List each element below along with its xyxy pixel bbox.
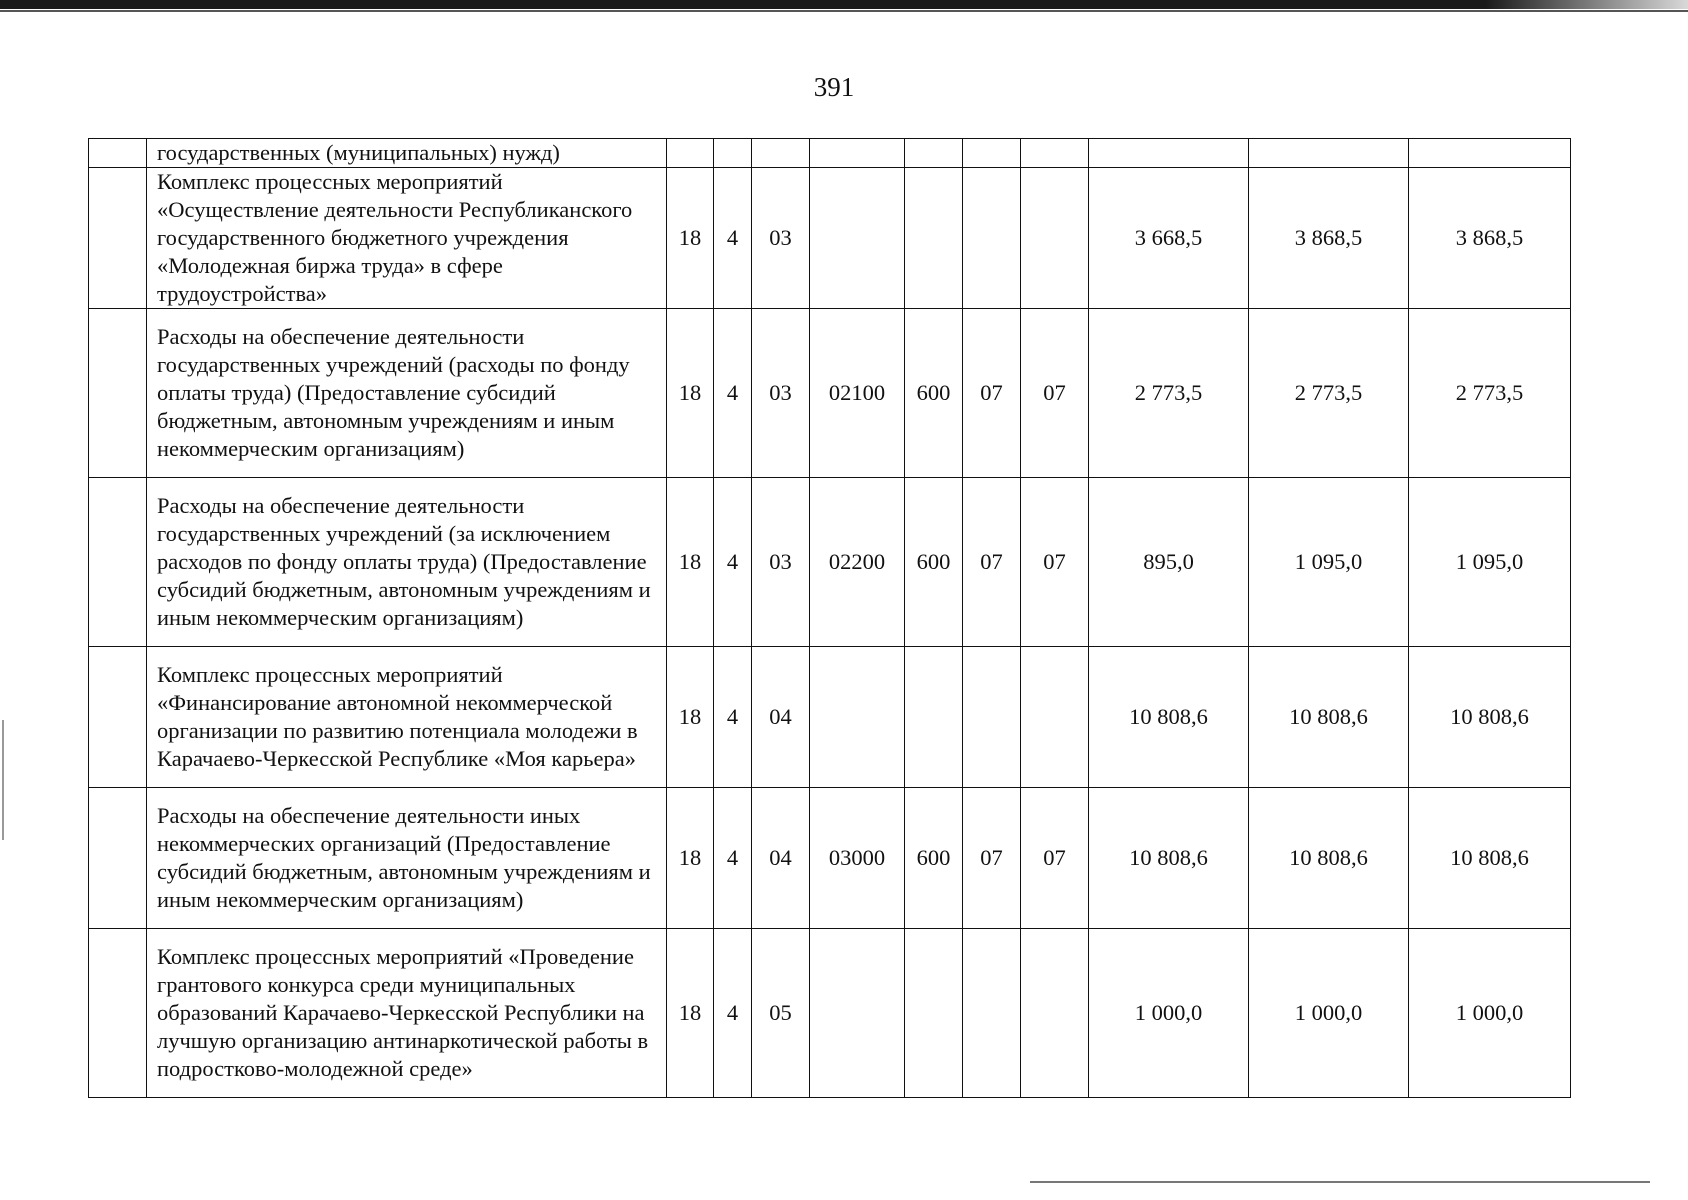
code-cell-c5: 600 bbox=[905, 309, 963, 478]
amount-cell-v3 bbox=[1409, 139, 1571, 168]
code-cell-c2: 4 bbox=[714, 647, 752, 788]
code-cell-c1: 18 bbox=[667, 478, 714, 647]
code-cell-c1: 18 bbox=[667, 309, 714, 478]
amount-cell-v3: 10 808,6 bbox=[1409, 788, 1571, 929]
amount-cell-v3: 10 808,6 bbox=[1409, 647, 1571, 788]
page-number-text: 391 bbox=[813, 72, 855, 102]
row-index-cell bbox=[89, 788, 147, 929]
amount-cell-v1: 3 668,5 bbox=[1089, 168, 1249, 309]
amount-cell-v1: 10 808,6 bbox=[1089, 788, 1249, 929]
code-cell-c1: 18 bbox=[667, 929, 714, 1098]
scan-left-mark bbox=[2, 720, 4, 840]
row-index-cell bbox=[89, 309, 147, 478]
code-cell-c6 bbox=[963, 139, 1021, 168]
code-cell-c3: 03 bbox=[752, 168, 810, 309]
description-cell: Комплекс процессных мероприятий «Проведение грантового конкурса среди муниципальных образований Карачаево-Черкесской Республики на лучшую организацию антинаркотической работы в подростково-молодежной среде» bbox=[147, 929, 667, 1098]
table-row bbox=[89, 647, 1571, 788]
code-cell-c7: 07 bbox=[1021, 478, 1089, 647]
code-cell-c6: 07 bbox=[963, 309, 1021, 478]
amount-cell-v1: 10 808,6 bbox=[1089, 647, 1249, 788]
amount-cell-v1: 895,0 bbox=[1089, 478, 1249, 647]
code-cell-c7 bbox=[1021, 929, 1089, 1098]
row-index-cell bbox=[89, 929, 147, 1098]
table-row bbox=[89, 139, 1571, 168]
scan-top-border bbox=[0, 0, 1688, 9]
code-cell-c6 bbox=[963, 647, 1021, 788]
code-cell-c7 bbox=[1021, 139, 1089, 168]
code-cell-c1: 18 bbox=[667, 647, 714, 788]
code-cell-c7: 07 bbox=[1021, 309, 1089, 478]
table-row bbox=[89, 478, 1571, 647]
code-cell-c2: 4 bbox=[714, 788, 752, 929]
description-cell: государственных (муниципальных) нужд) bbox=[147, 139, 667, 168]
code-cell-c4: 03000 bbox=[810, 788, 905, 929]
code-cell-c3: 03 bbox=[752, 478, 810, 647]
table-row bbox=[89, 788, 1571, 929]
amount-cell-v1: 1 000,0 bbox=[1089, 929, 1249, 1098]
code-cell-c6 bbox=[963, 168, 1021, 309]
amount-cell-v3: 1 095,0 bbox=[1409, 478, 1571, 647]
code-cell-c2: 4 bbox=[714, 309, 752, 478]
code-cell-c7 bbox=[1021, 647, 1089, 788]
code-cell-c2: 4 bbox=[714, 478, 752, 647]
code-cell-c6 bbox=[963, 929, 1021, 1098]
row-index-cell bbox=[89, 478, 147, 647]
code-cell-c3: 05 bbox=[752, 929, 810, 1098]
code-cell-c2: 4 bbox=[714, 929, 752, 1098]
code-cell-c5 bbox=[905, 168, 963, 309]
description-cell: Комплекс процессных мероприятий «Финансирование автономной некоммерческой организации по развитию потенциала молодежи в Карачаево-Черкесской Республике «Моя карьера» bbox=[147, 647, 667, 788]
code-cell-c3 bbox=[752, 139, 810, 168]
amount-cell-v2: 10 808,6 bbox=[1249, 788, 1409, 929]
code-cell-c6: 07 bbox=[963, 788, 1021, 929]
table-row bbox=[89, 309, 1571, 478]
code-cell-c4: 02200 bbox=[810, 478, 905, 647]
amount-cell-v1: 2 773,5 bbox=[1089, 309, 1249, 478]
code-cell-c7: 07 bbox=[1021, 788, 1089, 929]
code-cell-c3: 04 bbox=[752, 788, 810, 929]
table-row bbox=[89, 929, 1571, 1098]
code-cell-c4 bbox=[810, 139, 905, 168]
code-cell-c5: 600 bbox=[905, 788, 963, 929]
amount-cell-v3: 1 000,0 bbox=[1409, 929, 1571, 1098]
description-cell: Комплекс процессных мероприятий «Осуществление деятельности Республиканского государственного бюджетного учреждения «Молодежная биржа труда» в сфере трудоустройства» bbox=[147, 168, 667, 309]
scan-bottom-line bbox=[1030, 1181, 1650, 1183]
code-cell-c2 bbox=[714, 139, 752, 168]
description-cell: Расходы на обеспечение деятельности государственных учреждений (за исключением расходов по фонду оплаты труда) (Предоставление субсидий бюджетным, автономным учреждениям и иным некоммерческим организациям) bbox=[147, 478, 667, 647]
code-cell-c4: 02100 bbox=[810, 309, 905, 478]
scan-top-line bbox=[0, 10, 1688, 12]
table-row bbox=[89, 168, 1571, 309]
code-cell-c4 bbox=[810, 168, 905, 309]
amount-cell-v2: 3 868,5 bbox=[1249, 168, 1409, 309]
code-cell-c1 bbox=[667, 139, 714, 168]
code-cell-c1: 18 bbox=[667, 788, 714, 929]
page-number bbox=[0, 72, 1688, 103]
code-cell-c1: 18 bbox=[667, 168, 714, 309]
code-cell-c5: 600 bbox=[905, 478, 963, 647]
amount-cell-v3: 2 773,5 bbox=[1409, 309, 1571, 478]
code-cell-c3: 03 bbox=[752, 309, 810, 478]
row-index-cell bbox=[89, 647, 147, 788]
amount-cell-v1 bbox=[1089, 139, 1249, 168]
code-cell-c4 bbox=[810, 929, 905, 1098]
amount-cell-v2: 1 095,0 bbox=[1249, 478, 1409, 647]
amount-cell-v2: 1 000,0 bbox=[1249, 929, 1409, 1098]
amount-cell-v3: 3 868,5 bbox=[1409, 168, 1571, 309]
row-index-cell bbox=[89, 139, 147, 168]
amount-cell-v2: 10 808,6 bbox=[1249, 647, 1409, 788]
code-cell-c3: 04 bbox=[752, 647, 810, 788]
code-cell-c7 bbox=[1021, 168, 1089, 309]
code-cell-c2: 4 bbox=[714, 168, 752, 309]
code-cell-c5 bbox=[905, 139, 963, 168]
code-cell-c5 bbox=[905, 647, 963, 788]
amount-cell-v2 bbox=[1249, 139, 1409, 168]
code-cell-c6: 07 bbox=[963, 478, 1021, 647]
description-cell: Расходы на обеспечение деятельности государственных учреждений (расходы по фонду оплаты труда) (Предоставление субсидий бюджетным, автономным учреждениям и иным некоммерческим организациям) bbox=[147, 309, 667, 478]
amount-cell-v2: 2 773,5 bbox=[1249, 309, 1409, 478]
code-cell-c5 bbox=[905, 929, 963, 1098]
row-index-cell bbox=[89, 168, 147, 309]
description-cell: Расходы на обеспечение деятельности иных некоммерческих организаций (Предоставление субсидий бюджетным, автономным учреждениям и иным некоммерческим организациям) bbox=[147, 788, 667, 929]
budget-table bbox=[88, 138, 1571, 1098]
code-cell-c4 bbox=[810, 647, 905, 788]
